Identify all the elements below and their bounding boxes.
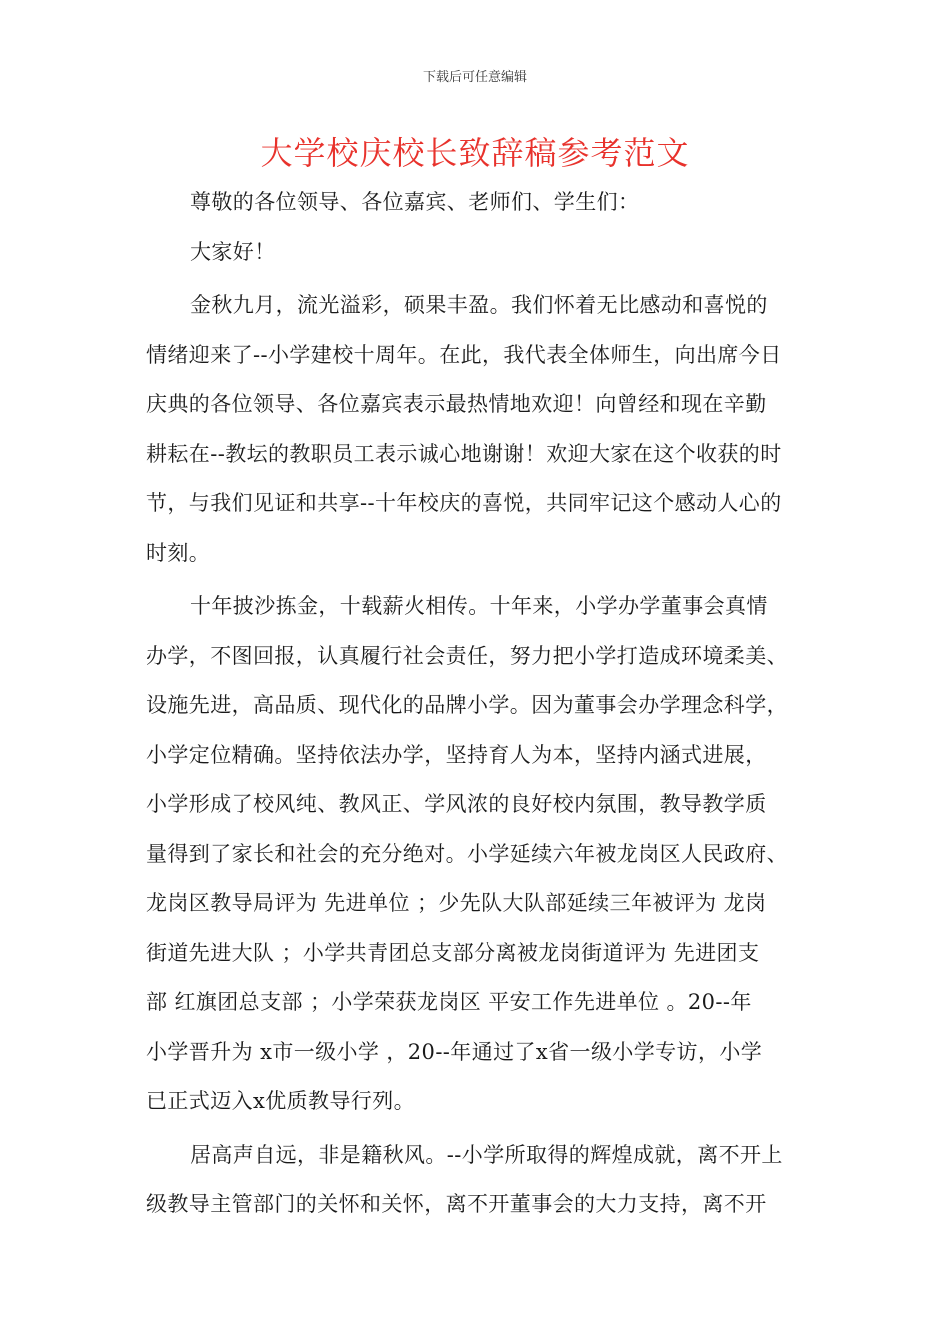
paragraph-line: 小学定位精确。坚持依法办学，坚持育人为本，坚持内涵式进展，: [146, 742, 767, 767]
paragraph-line: 十年披沙拣金，十载薪火相传。十年来，小学办学董事会真情: [190, 594, 768, 618]
document-title: 大学校庆校长致辞稿参考范文: [260, 134, 690, 172]
paragraph-line: 级教导主管部门的关怀和关怀，离不开董事会的大力支持，离不开: [146, 1192, 767, 1216]
salutation-line: 尊敬的各位领导、各位嘉宾、老师们、学生们：: [190, 190, 640, 214]
paragraph-line: 节，与我们见证和共享--十年校庆的喜悦，共同牢记这个感动人心的: [146, 491, 782, 515]
paragraph-line: 金秋九月，流光溢彩，硕果丰盈。我们怀着无比感动和喜悦的: [190, 293, 768, 317]
paragraph-line: 量得到了家长和社会的充分绝对。小学延续六年被龙岗区人民政府、: [146, 841, 788, 866]
paragraph-line: 耕耘在--教坛的教职员工表示诚心地谢谢！欢迎大家在这个收获的时: [146, 441, 782, 466]
paragraph-line: 庆典的各位领导、各位嘉宾表示最热情地欢迎！向曾经和现在辛勤: [146, 392, 767, 416]
paragraph-line: 居高声自远，非是籍秋风。--小学所取得的辉煌成就，离不开上: [190, 1142, 783, 1167]
paragraph-line: 时刻。: [146, 540, 211, 565]
header-note: 下载后可任意编辑: [422, 70, 527, 85]
paragraph-line: 街道先进大队 ；小学共青团总支部分离被龙岗街道评为 先进团支: [146, 940, 760, 965]
document-body: [146, 178, 810, 1230]
paragraph-line: 设施先进，高品质、现代化的品牌小学。因为董事会办学理念科学，: [146, 693, 788, 717]
paragraph-line: 已正式迈入x优质教导行列。: [146, 1089, 416, 1113]
paragraph-line: 部 红旗团总支部 ；小学荣获龙岗区 平安工作先进单位 。20--年: [146, 990, 752, 1014]
paragraph-line: 小学晋升为 x市一级小学 ，20--年通过了x省一级小学专访，小学: [146, 1039, 763, 1064]
paragraph-line: 办学，不图回报，认真履行社会责任，努力把小学打造成环境柔美、: [146, 643, 788, 668]
greeting-line: 大家好！: [190, 239, 276, 264]
paragraph-line: 龙岗区教导局评为 先进单位 ；少先队大队部延续三年被评为 龙岗: [146, 891, 767, 915]
paragraph-line: 情绪迎来了--小学建校十周年。在此，我代表全体师生，向出席今日: [146, 342, 782, 367]
paragraph-line: 小学形成了校风纯、教风正、学风浓的良好校内氛围，教导教学质: [146, 792, 767, 816]
